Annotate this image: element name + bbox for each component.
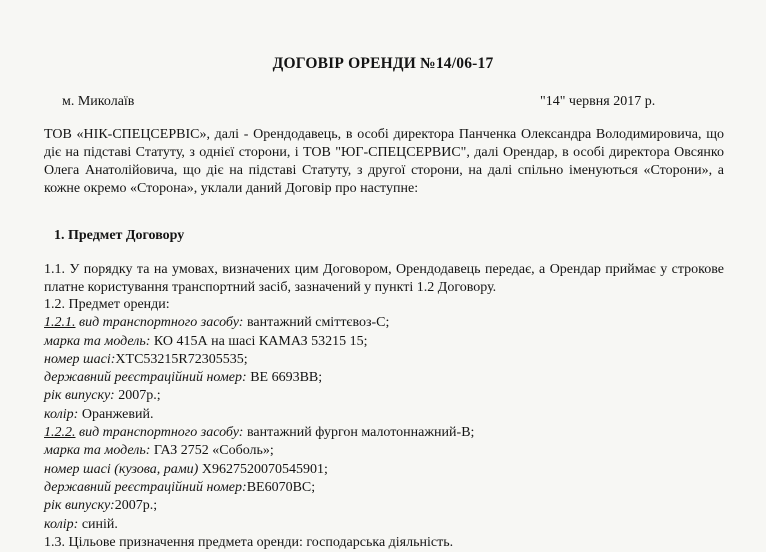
field-value: Х9627520070545901; bbox=[198, 461, 328, 477]
field-label: номер шасі (кузова, рами) bbox=[44, 461, 199, 477]
clause-number: 1.2.1. bbox=[44, 315, 76, 331]
field-value: 2007р.; bbox=[114, 498, 158, 514]
field-value: ГАЗ 2752 «Соболь»; bbox=[150, 443, 274, 459]
field-value: КО 415А на шасі КАМАЗ 53215 15; bbox=[150, 333, 368, 349]
field-label: марка та модель: bbox=[44, 333, 151, 349]
vehicle-2-year bbox=[44, 497, 474, 515]
vehicle-1-chassis bbox=[44, 351, 474, 369]
vehicle-2-type bbox=[44, 424, 474, 442]
field-value: 2007р.; bbox=[114, 388, 161, 404]
field-label: номер шасі: bbox=[44, 351, 116, 367]
vehicle-2-registration bbox=[44, 479, 474, 497]
field-label: державний реєстраційний номер: bbox=[44, 370, 247, 386]
field-label: колір: bbox=[44, 406, 79, 422]
field-value: ВЕ 6693ВВ; bbox=[246, 370, 323, 386]
field-value: вантажний сміттєвоз-С; bbox=[243, 315, 390, 331]
vehicle-1-model bbox=[44, 333, 474, 351]
clause-1-3: 1.3. Цільове призначення предмета оренди: господарська діяльність. bbox=[44, 534, 454, 550]
field-label: марка та модель: bbox=[44, 443, 151, 459]
field-label: колір: bbox=[44, 516, 79, 532]
contract-date: "14" червня 2017 р. bbox=[540, 94, 656, 109]
vehicle-2-color bbox=[44, 516, 474, 534]
section-1-title: 1. Предмет Договору bbox=[54, 228, 185, 243]
field-value: вантажний фургон малотоннажний-В; bbox=[243, 425, 475, 441]
clause-1-2: 1.2. Предмет оренди: bbox=[44, 297, 170, 312]
vehicle-1-year bbox=[44, 387, 474, 405]
clause-1-1: 1.1. У порядку та на умовах, визначених цим Договором, Орендодавець передає, а Орендар приймає у строкове платне користування транспортний засіб, зазначений у пункті 1.2 Договору. bbox=[44, 262, 724, 295]
field-label: рік випуску: bbox=[44, 388, 115, 404]
field-label: вид транспортного засобу: bbox=[75, 315, 244, 331]
parties-intro: ТОВ «НІК-СПЕЦСЕРВІС», далі - Орендодавець, в особі директора Панченка Олександра Володимировича, що діє на підставі Статуту, з однієї сторони, і ТОВ "ЮГ-СПЕЦСЕРВИС", далі Орендар, в особі директора Овсянко Олега Анатолійовича, що діє на підставі Статуту, з другої сторони, на далі спільно іменуються «Сторони», а кожне окремо «Сторона», уклали даний Договір про наступне: bbox=[44, 127, 724, 196]
document-title: ДОГОВІР ОРЕНДИ №14/06-17 bbox=[272, 55, 494, 72]
field-value: ВЕ6070ВС; bbox=[246, 479, 316, 495]
vehicle-1-color bbox=[44, 406, 474, 424]
clause-number: 1.2.2. bbox=[44, 425, 76, 441]
field-value: ХТС53215R72305535; bbox=[115, 351, 248, 367]
field-label: рік випуску: bbox=[44, 498, 115, 514]
field-value: синій. bbox=[78, 516, 118, 532]
vehicle-1-type bbox=[44, 314, 474, 332]
contract-place: м. Миколаїв bbox=[62, 94, 135, 109]
field-label: вид транспортного засобу: bbox=[75, 425, 244, 441]
clause-1-2-list bbox=[44, 296, 474, 552]
field-label: державний реєстраційний номер: bbox=[44, 479, 247, 495]
vehicle-2-model bbox=[44, 442, 474, 460]
vehicle-2-chassis bbox=[44, 461, 474, 479]
field-value: Оранжевий. bbox=[78, 406, 154, 422]
vehicle-1-registration bbox=[44, 369, 474, 387]
